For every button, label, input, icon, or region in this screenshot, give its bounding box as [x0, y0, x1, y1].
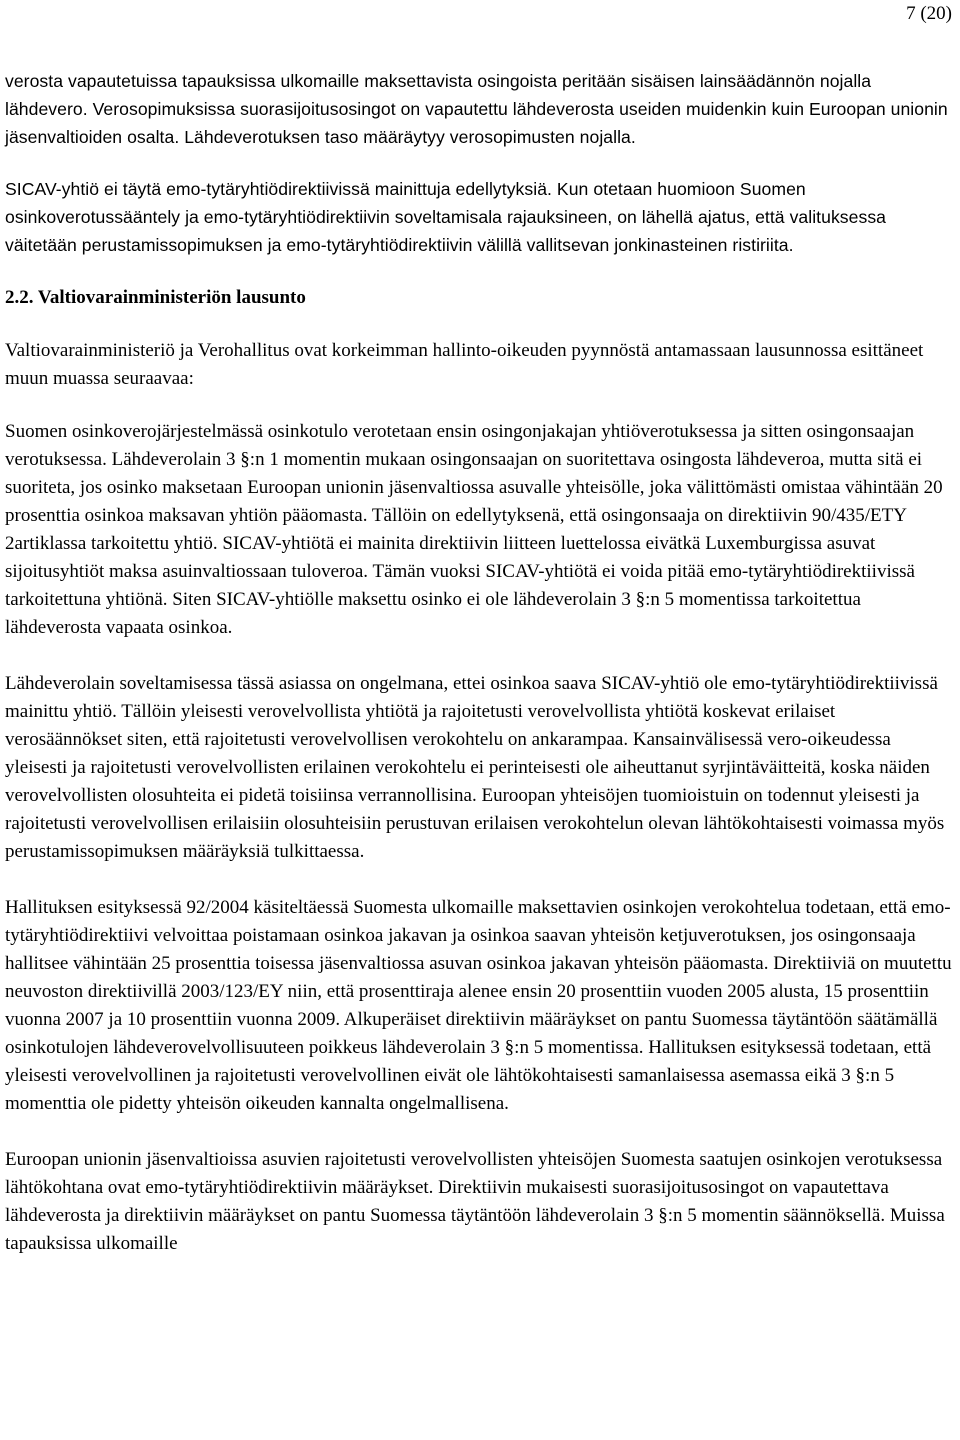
paragraph-application-problem: Lähdeverolain soveltamisessa tässä asiassa on ongelmana, ettei osinkoa saava SICAV-yhtiö ole emo-tytäryhtiödirektiivissä mainittu yhtiö. Tällöin yleisesti verovelvollista yhtiötä ja rajoitetusti verovelvollista yhtiötä koskevat erilaiset verosäännökset siten, että rajoitetusti verovelvollisen verokohtelu on ankarampaa. Kansainvälisessä vero-oikeudessa yleisesti ja rajoitetusti verovelvollisten erilainen verokohtelu ei perinteisesti ole aiheuttanut syrjintäväitteitä, koska näiden verovelvollisten olosuhteita ei pidetä toisiinsa verrannollisina. Euroopan yhteisöjen tuomioistuin on todennut yleisesti ja rajoitetusti verovelvollisen erilaisiin olosuhteisiin perustuvan erilaisen verokohtelun olevan lähtökohtaisesti voimassa myös perustamissopimuksen määräyksiä tulkittaessa. [5, 673, 945, 862]
page-number: 7 (20) [906, 3, 952, 24]
paragraph-government-proposal: Hallituksen esityksessä 92/2004 käsiteltäessä Suomesta ulkomaille maksettavien osinkojen verokohtelua todetaan, että emo-tytäryhtiödirektiivi velvoittaa poistamaan osinkoa jakavan ja osinkoa saavan yhteisön ketjuverotuksen, jos osingonsaaja hallitsee vähintään 25 prosenttia toisessa jäsenvaltiossa asuvan osinkoa jakavan yhteisön pääomasta. Direktiiviä on muutettu neuvoston direktiivillä 2003/123/EY niin, että prosenttiraja alenee ensin 20 prosenttiin vuoden 2005 alusta, 15 prosenttiin vuonna 2007 ja 10 prosenttiin vuonna 2009. Alkuperäiset direktiivin määräykset on pantu Suomessa täytäntöön säätämällä osinkotulojen lähdeverovelvollisuuteen poikkeus lähdeverolain 3 §:n 5 momentissa. Hallituksen esityksessä todetaan, että yleisesti verovelvollinen ja rajoitetusti verovelvollinen eivät ole lähtökohtaisesti samanlaisessa asemassa eikä 3 §:n 5 momenttia ole pidetty yhteisön oikeuden kannalta ongelmallisena. [5, 897, 952, 1114]
paragraph-tax-system: Suomen osinkoverojärjestelmässä osinkotulo verotetaan ensin osingonjakajan yhtiöverotuksessa ja sitten osingonsaajan verotuksessa. Lähdeverolain 3 §:n 1 momentin mukaan osingonsaajan on suoritettava osingosta lähdeveroa, mutta sitä ei suoriteta, jos osinko maksetaan Euroopan unionin jäsenvaltiossa asuvalle yhteisölle, joka välittömästi omistaa vähintään 20 prosenttia osinkoa maksavan yhtiön pääomasta. Tällöin on edellytyksenä, että osingonsaaja on direktiivin 90/435/ETY 2artiklassa tarkoitettu yhtiö. SICAV-yhtiötä ei mainita direktiivin liitteen luettelossa eivätkä Luxemburgissa asuvat sijoitusyhtiöt maksa asuinvaltiossaan tuloveroa. Tämän vuoksi SICAV-yhtiötä ei voida pitää emo-tytäryhtiödirektiivissä tarkoitettuna yhtiönä. Siten SICAV-yhtiölle maksettu osinko ei ole lähdeverolain 3 §:n 5 momentissa tarkoitettua lähdeverosta vapaata osinkoa. [5, 421, 943, 638]
paragraph-ministry-statement: Valtiovarainministeriö ja Verohallitus ovat korkeimman hallinto-oikeuden pyynnöstä antamassaan lausunnossa esittäneet muun muassa seuraavaa: [5, 340, 924, 389]
document-body [5, 67, 953, 1283]
section-heading: 2.2. Valtiovarainministeriön lausunto [5, 287, 306, 308]
paragraph-withholding-tax-intro: verosta vapautetuissa tapauksissa ulkomaille maksettavista osingoista peritään sisäisen lainsäädännön nojalla lähdevero. Verosopimuksissa suorasijoitusosingot on vapautettu lähdeverosta useiden muidenkin kuin Euroopan unionin jäsenvaltioiden osalta. Lähdeverotuksen taso määräytyy verosopimusten nojalla. [5, 71, 948, 147]
paragraph-eu-dividends: Euroopan unionin jäsenvaltioissa asuvien rajoitetusti verovelvollisten yhteisöjen Suomesta saatujen osinkojen verotuksessa lähtökohtana ovat emo-tytäryhtiödirektiivin määräykset. Direktiivin mukaisesti suorasijoitusosingot on vapautettava lähdeverosta ja direktiivin määräykset on pantu Suomessa täytäntöön lähdeverolain 3 §:n 5 momentin säännöksellä. Muissa tapauksissa ulkomaille [5, 1149, 945, 1254]
paragraph-sicav-directive: SICAV-yhtiö ei täytä emo-tytäryhtiödirektiivissä mainittuja edellytyksiä. Kun otetaan huomioon Suomen osinkoverotussääntely ja emo-tytäryhtiödirektiivin soveltamisala rajauksineen, on lähellä ajatus, että valituksessa väitetään perustamissopimuksen ja emo-tytäryhtiödirektiivin välillä vallitsevan jonkinasteinen ristiriita. [5, 179, 886, 255]
